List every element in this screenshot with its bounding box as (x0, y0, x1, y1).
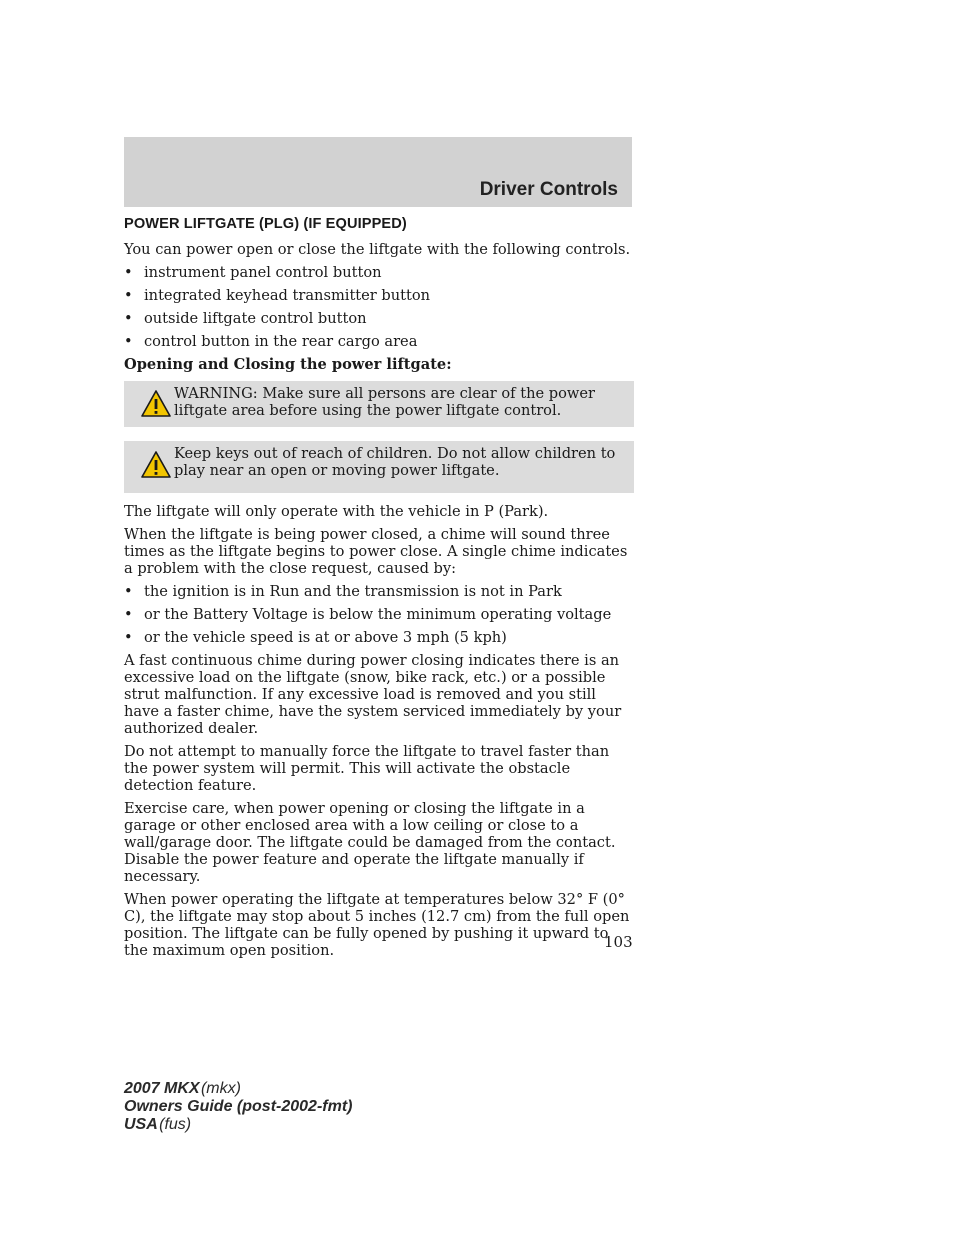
document-footer (124, 1080, 352, 1134)
warning-box (124, 441, 634, 493)
causes-list (124, 583, 634, 646)
section-header-band (124, 137, 632, 207)
bullet-icon: • (124, 333, 133, 350)
bullet-icon: • (124, 287, 133, 304)
list-item: • or the Battery Voltage is below the minimum operating voltage (124, 606, 612, 623)
body-paragraph: Do not attempt to manually force the liftgate to travel faster than the power system will permit. This will activate the obstacle detection feature. (124, 743, 610, 794)
list-item: • control button in the rear cargo area (124, 333, 418, 350)
section-header-title: Driver Controls (479, 179, 618, 200)
warning-text: Keep keys out of reach of children. Do not allow children to play near an open or moving power liftgate. (174, 445, 616, 479)
park-note-paragraph: The liftgate will only operate with the vehicle in P (Park). (124, 503, 549, 520)
section-title: POWER LIFTGATE (PLG) (IF EQUIPPED) (124, 216, 407, 232)
bullet-icon: • (124, 606, 133, 623)
body-paragraph: When power operating the liftgate at temperatures below 32° F (0° C), the liftgate may stop about 5 inches (12.7 cm) from the full open position. The liftgate can be fully opened by pushing it upward to the maximum open position. (124, 891, 630, 959)
footer-line-market: USA (fus) (124, 1116, 192, 1133)
list-item: • instrument panel control button (124, 264, 382, 281)
warning-triangle-icon (140, 450, 172, 480)
bullet-icon: • (124, 264, 133, 281)
list-item: • or the vehicle speed is at or above 3 mph (5 kph) (124, 629, 507, 646)
bullet-icon: • (124, 310, 133, 327)
body-paragraph: Exercise care, when power opening or closing the liftgate in a garage or other enclosed area with a low ceiling or close to a wall/garage door. The liftgate could be damaged from the contact. Disable the power feature and operate the liftgate manually if necessary. (124, 800, 616, 885)
intro-paragraph: You can power open or close the liftgate with the following controls. (124, 241, 631, 258)
warning-box (124, 381, 634, 427)
page-number: 103 (604, 933, 633, 951)
footer-line-guide: Owners Guide (post-2002-fmt) (124, 1098, 353, 1115)
footer-line-model: 2007 MKX (mkx) (124, 1080, 241, 1097)
warning-text: WARNING: Make sure all persons are clear of the power liftgate area before using the power liftgate control. (174, 385, 595, 419)
chime-paragraph: When the liftgate is being power closed, a chime will sound three times as the liftgate begins to power close. A single chime indicates a problem with the close request, caused by: (124, 526, 628, 577)
body-paragraph: A fast continuous chime during power closing indicates there is an excessive load on the liftgate (snow, bike rack, etc.) or a possible strut malfunction. If any excessive load is removed and you still have a faster chime, have the system serviced immediately by your authorized dealer. (124, 652, 622, 737)
list-item: • outside liftgate control button (124, 310, 367, 327)
bullet-icon: • (124, 629, 133, 646)
bullet-icon: • (124, 583, 133, 600)
list-item: • the ignition is in Run and the transmission is not in Park (124, 583, 562, 600)
page-content (124, 216, 634, 965)
warning-triangle-icon (140, 389, 172, 419)
subheading: Opening and Closing the power liftgate: (124, 356, 452, 373)
controls-list (124, 264, 634, 350)
list-item: • integrated keyhead transmitter button (124, 287, 431, 304)
